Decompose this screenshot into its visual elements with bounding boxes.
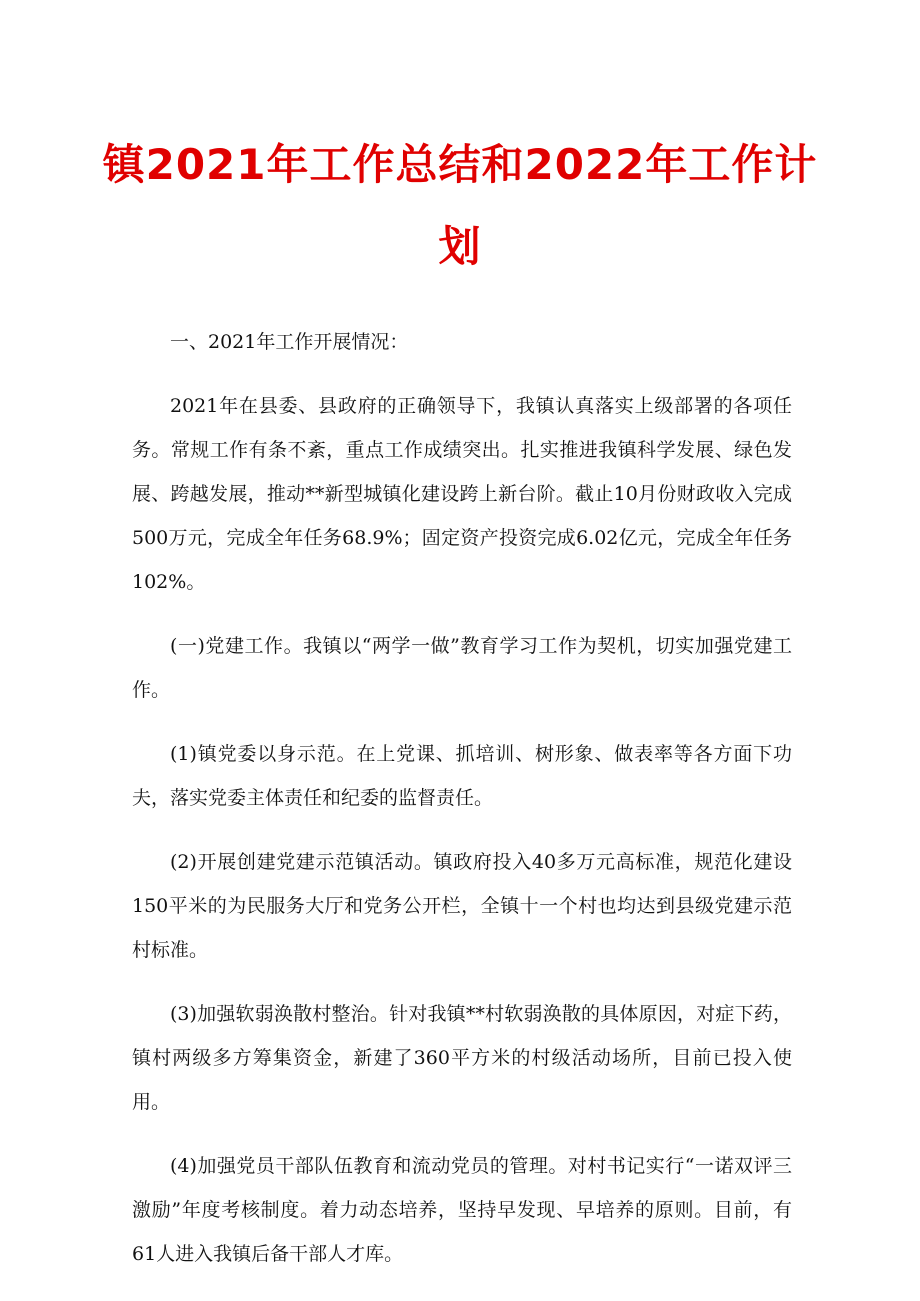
paragraph-item-3: (3)加强软弱涣散村整治。针对我镇**村软弱涣散的具体原因，对症下药，镇村两级多方筹集资金，新建了360平方米的村级活动场所，目前已投入使用。 — [132, 1003, 792, 1113]
document-body — [132, 320, 792, 1276]
section-heading: 一、2021年工作开展情况： — [170, 331, 409, 353]
paragraph-item-4: (4)加强党员干部队伍教育和流动党员的管理。对村书记实行“一诺双评三激励”年度考核制度。着力动态培养，坚持早发现、早培养的原则。目前，有61人进入我镇后备干部人才库。 — [132, 1155, 792, 1265]
paragraph-item-1: (1)镇党委以身示范。在上党课、抓培训、树形象、做表率等各方面下功夫，落实党委主体责任和纪委的监督责任。 — [132, 743, 792, 809]
paragraph-overview: 2021年在县委、县政府的正确领导下，我镇认真落实上级部署的各项任务。常规工作有条不紊，重点工作成绩突出。扎实推进我镇科学发展、绿色发展、跨越发展，推动**新型城镇化建设跨上新台阶。截止10月份财政收入完成500万元，完成全年任务68.9%；固定资产投资完成6.02亿元，完成全年任务102%。 — [132, 395, 792, 593]
paragraph-party-building: (一)党建工作。我镇以“两学一做”教育学习工作为契机，切实加强党建工作。 — [132, 635, 792, 701]
paragraph-item-2: (2)开展创建党建示范镇活动。镇政府投入40多万元高标准，规范化建设150平米的为民服务大厅和党务公开栏，全镇十一个村也均达到县级党建示范村标准。 — [132, 851, 792, 961]
document-title-line-1: 镇2021年工作总结和2022年工作计 — [102, 140, 818, 189]
document-title-line-2: 划 — [438, 222, 482, 271]
